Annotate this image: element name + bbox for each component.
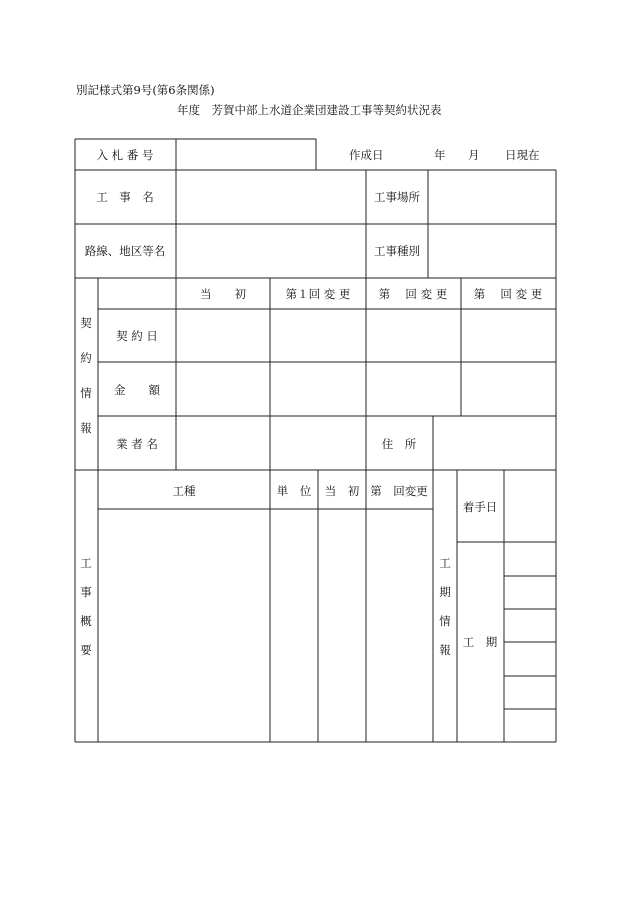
contract-section-char: 約 <box>80 351 92 365</box>
created-date-label: 作成日 <box>349 148 384 162</box>
page-title: 年度 芳賀中部上水道企業団建設工事等契約状況表 <box>177 103 442 117</box>
route-area-label: 路線、地区等名 <box>84 244 166 258</box>
amount-label: 金 額 <box>114 383 160 397</box>
summary-section-char: 工 <box>80 556 92 570</box>
summary-section-char: 概 <box>80 614 92 628</box>
contract-date-label: 契 約 日 <box>116 329 158 343</box>
contract-section-char: 情 <box>80 386 92 400</box>
work-kind-header: 工種 <box>172 484 196 498</box>
summary-section-char: 要 <box>80 643 92 657</box>
contract-section-char: 契 <box>80 316 92 330</box>
col-change-n2: 第 回 変 更 <box>473 287 543 301</box>
month-label: 月 <box>468 148 480 162</box>
work-place-label: 工事場所 <box>374 190 420 204</box>
start-date-label: 着手日 <box>462 500 498 514</box>
work-name-label: 工 事 名 <box>96 190 154 204</box>
col-change-n: 第 回 変 更 <box>378 287 448 301</box>
vendor-label: 業 者 名 <box>116 437 158 451</box>
initial-header: 当 初 <box>324 484 360 498</box>
period-section-char: 情 <box>439 614 451 628</box>
summary-section-char: 事 <box>80 585 92 599</box>
work-type-label: 工事種別 <box>374 244 420 258</box>
period-section-char: 報 <box>439 643 451 657</box>
col-change-1: 第１回 変 更 <box>285 287 351 301</box>
period-section-char: 工 <box>439 556 451 570</box>
col-initial: 当 初 <box>200 287 246 301</box>
period-label: 工 期 <box>462 635 498 649</box>
change-header: 第 回変更 <box>370 484 428 498</box>
form-reference: 別記様式第9号(第6条関係) <box>76 83 215 97</box>
contract-section-char: 報 <box>80 421 92 435</box>
unit-header: 単 位 <box>276 484 312 498</box>
year-label: 年 <box>434 148 446 162</box>
day-current-label: 日現在 <box>505 148 540 162</box>
period-section-char: 期 <box>439 585 451 599</box>
address-label: 住 所 <box>381 437 417 451</box>
bid-number-label: 入 札 番 号 <box>96 148 154 162</box>
